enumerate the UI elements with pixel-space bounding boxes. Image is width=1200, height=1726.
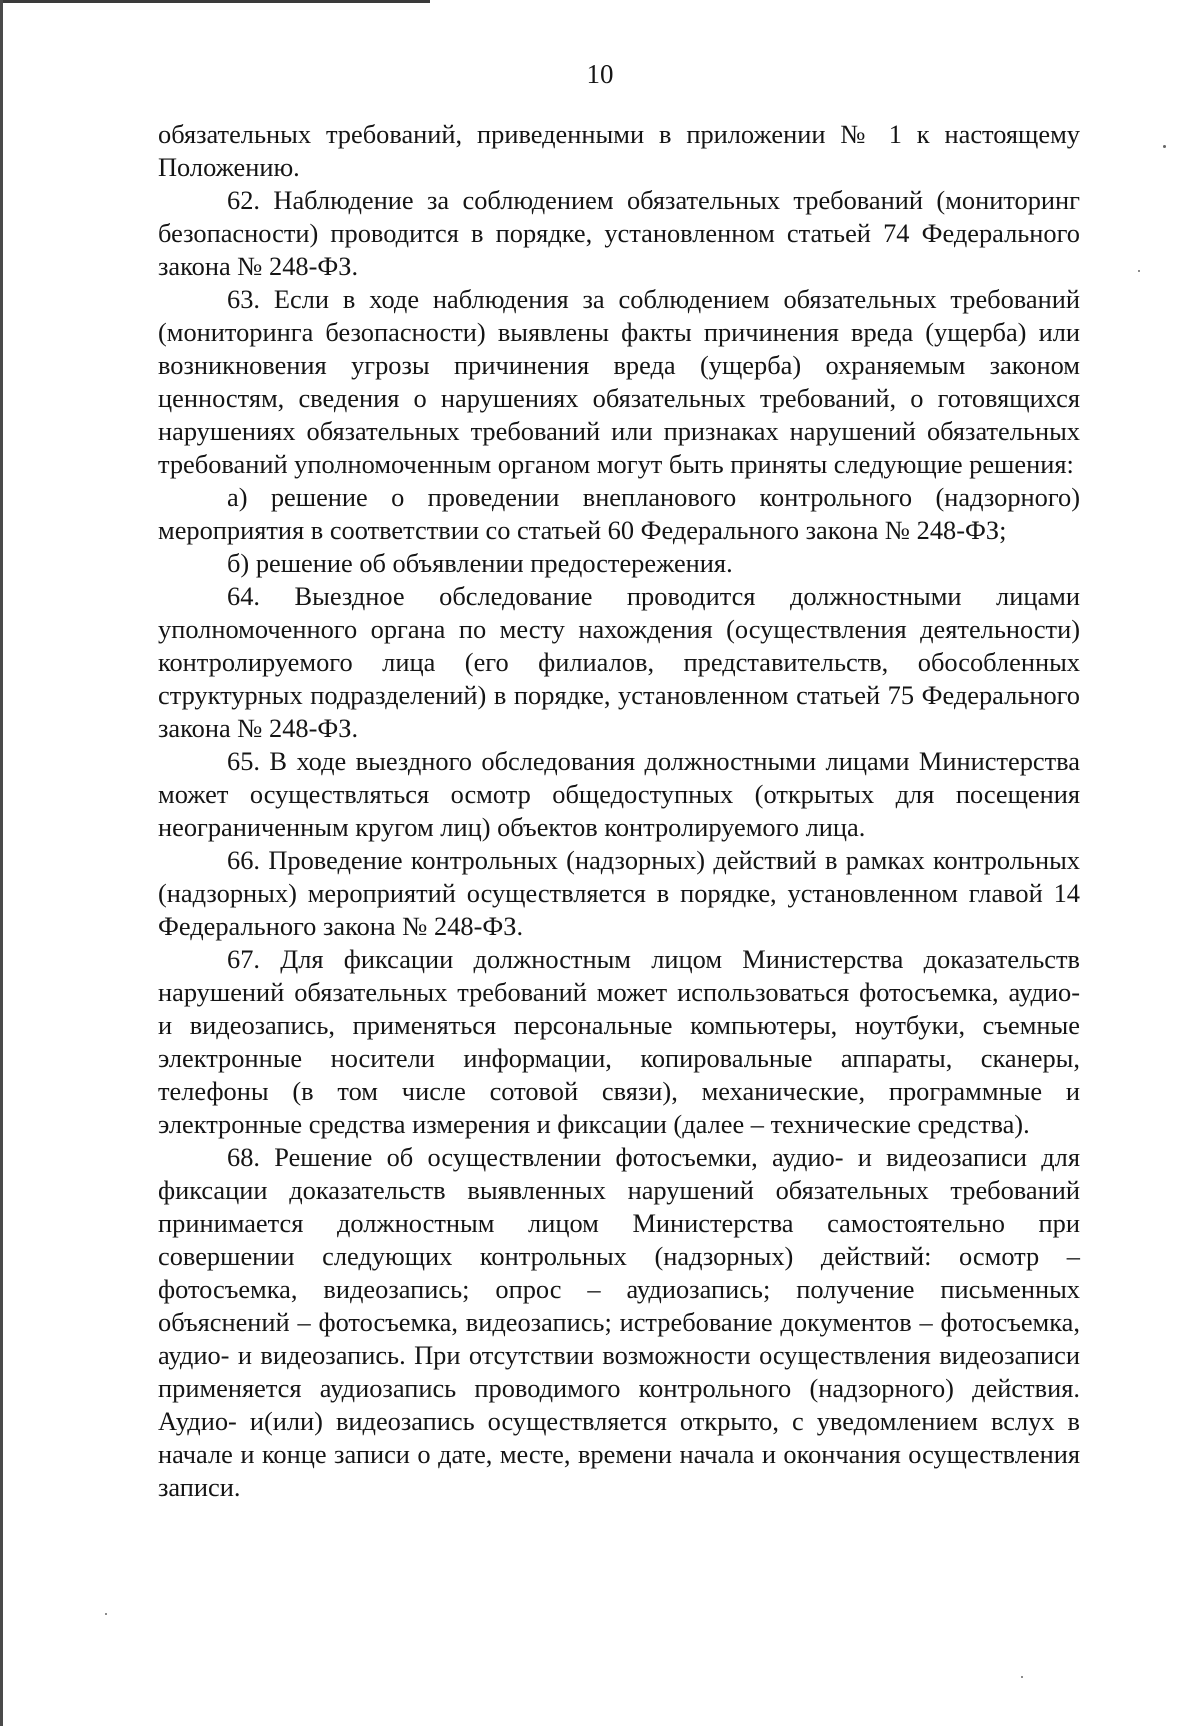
scan-edge-top	[0, 0, 430, 3]
scan-edge-left	[0, 0, 3, 1726]
scan-speck	[1163, 145, 1166, 148]
paragraph-66: 66. Проведение контрольных (надзорных) действий в рамках контрольных (надзорных) мероприятий осуществляется в порядке, установленном главой 14 Федерального закона № 248-ФЗ.	[158, 845, 1080, 941]
paragraph-65: 65. В ходе выездного обследования должностными лицами Министерства может осуществляться осмотр общедоступных (открытых для посещения неограниченным кругом лиц) объектов контролируемого лица.	[158, 746, 1080, 842]
paragraph-62: 62. Наблюдение за соблюдением обязательных требований (мониторинг безопасности) проводится в порядке, установленном статьей 74 Федерального закона № 248-ФЗ.	[158, 185, 1080, 281]
paragraph-continuation: обязательных требований, приведенными в приложении № 1 к настоящему Положению.	[158, 119, 1080, 182]
paragraph-64: 64. Выездное обследование проводится должностными лицами уполномоченного органа по месту нахождения (осуществления деятельности) контролируемого лица (его филиалов, представительств, обособленных структурных подразделений) в порядке, установленном статьей 75 Федерального закона № 248-ФЗ.	[158, 581, 1080, 743]
paragraph-67: 67. Для фиксации должностным лицом Министерства доказательств нарушений обязательных требований может использоваться фотосъемка, аудио- и видеозапись, применяться персональные компьютеры, ноутбуки, съемные электронные носители информации, копировальные аппараты, сканеры, телефоны (в том числе сотовой связи), механические, программные и электронные средства измерения и фиксации (далее – технические средства).	[158, 944, 1080, 1139]
document-body	[158, 118, 1080, 1504]
scan-speck	[105, 1613, 107, 1615]
scan-speck	[1138, 270, 1140, 272]
paragraph-68: 68. Решение об осуществлении фотосъемки, аудио- и видеозаписи для фиксации доказательств выявленных нарушений обязательных требований принимается должностным лицом Министерства самостоятельно при совершении следующих контрольных (надзорных) действий: осмотр – фотосъемка, видеозапись; опрос – аудиозапись; получение письменных объяснений – фотосъемка, видеозапись; истребование документов – фотосъемка, аудио- и видеозапись. При отсутствии возможности осуществления видеозаписи применяется аудиозапись проводимого контрольного (надзорного) действия. Аудио- и(или) видеозапись осуществляется открыто, с уведомлением вслух в начале и конце записи о дате, месте, времени начала и окончания осуществления записи.	[158, 1142, 1080, 1502]
page-number: 10	[586, 59, 614, 89]
paragraph-63: 63. Если в ходе наблюдения за соблюдением обязательных требований (мониторинга безопасности) выявлены факты причинения вреда (ущерба) или возникновения угрозы причинения вреда (ущерба) охраняемым законом ценностям, сведения о нарушениях обязательных требований, о готовящихся нарушениях обязательных требований или признаках нарушений обязательных требований уполномоченным органом могут быть приняты следующие решения:	[158, 284, 1080, 479]
scan-speck	[1021, 1676, 1023, 1678]
paragraph-63-a: а) решение о проведении внепланового контрольного (надзорного) мероприятия в соответствии со статьей 60 Федерального закона № 248-ФЗ;	[158, 482, 1080, 545]
paragraph-63-b: б) решение об объявлении предостережения.	[227, 548, 733, 578]
